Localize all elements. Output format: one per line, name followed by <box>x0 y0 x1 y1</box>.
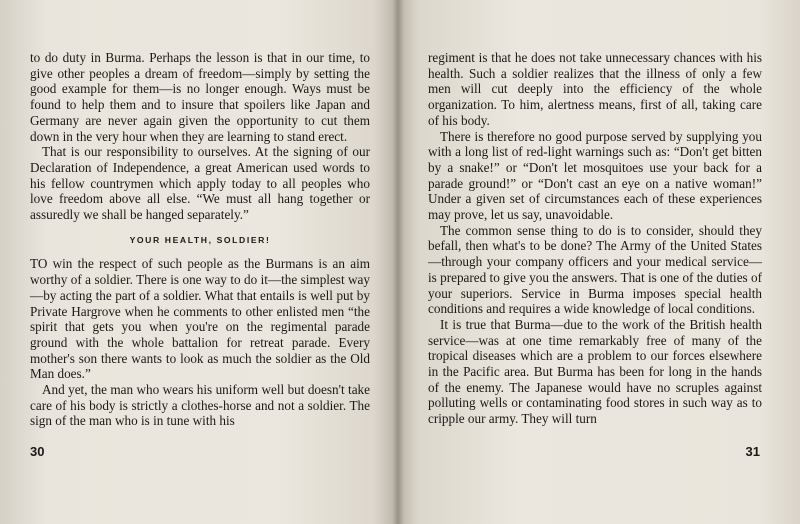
left-page <box>0 0 398 524</box>
right-paragraph-3: The common sense thing to do is to consider, should they befall, then what's to be done? The Army of the United States—through your company officers and your medical service—is prepared to give you the answers. That is one of the duties of your superiors. Service in Burma imposes special health conditions and requires a wide knowledge of local conditions. <box>428 222 762 317</box>
right-page-number: 31 <box>745 444 760 459</box>
left-paragraph-2: That is our responsibility to ourselves. At the signing of our Declaration of Independence, a great American used words to his fellow countrymen which apply today to all peoples who love freedom above all else. “We must all hang together or assuredly we shall be hanged separately.” <box>30 144 370 223</box>
left-paragraph-3: TO win the respect of such people as the Burmans is an aim worthy of a soldier. There is one way to do it—the simplest way—by acting the part of a soldier. What that entails is well put by Private Hargrove when he comments to other enlisted men “the spirit that gets you when you're on the regimental parade ground with the whole battalion for retreat parade. Every mother's son there wants to look as much the soldier as the Old Man does.” <box>30 256 370 382</box>
left-page-number: 30 <box>30 444 45 459</box>
right-paragraph-1: regiment is that he does not take unnecessary chances with his health. Such a soldier realizes that the illness of only a few men will cut deeply into the efficiency of the whole organization. To him, alertness means, first of all, taking care of his body. <box>428 50 762 128</box>
right-page-body <box>428 50 762 427</box>
section-heading: YOUR HEALTH, SOLDIER! <box>129 234 271 245</box>
book-gutter <box>392 0 404 524</box>
left-paragraph-1: to do duty in Burma. Perhaps the lesson is that in our time, to give other peoples a dream of freedom—simply by setting the good example for them—is no longer enough. Ways must be found to help them and to insure that spoilers like Japan and Germany are never again given the opportunity to cut them down in the very hour when they are learning to stand erect. <box>30 50 370 144</box>
left-page-body <box>30 50 370 429</box>
left-paragraph-4: And yet, the man who wears his uniform well but doesn't take care of his body is strictly a clothes-horse and not a soldier. The sign of the man who is in tune with his <box>30 382 370 429</box>
right-page <box>398 0 800 524</box>
right-paragraph-4: It is true that Burma—due to the work of the British health service—was at one time remarkably free of many of the tropical diseases which are a problem to our forces elsewhere in the Pacific area. But Burma has been for long in the hands of the enemy. The Japanese would have no scruples against polluting wells or contaminating food stores in such way as to cripple our army. They will turn <box>428 316 762 427</box>
right-paragraph-2: There is therefore no good purpose served by supplying you with a long list of red-light warnings such as: “Don't get bitten by a snake!” or “Don't let mosquitoes use your back for a parade ground!” or “Don't cast an eye on a native woman!” Under a given set of circumstances each of these experiences may prove, let us say, unavoidable. <box>428 128 762 223</box>
